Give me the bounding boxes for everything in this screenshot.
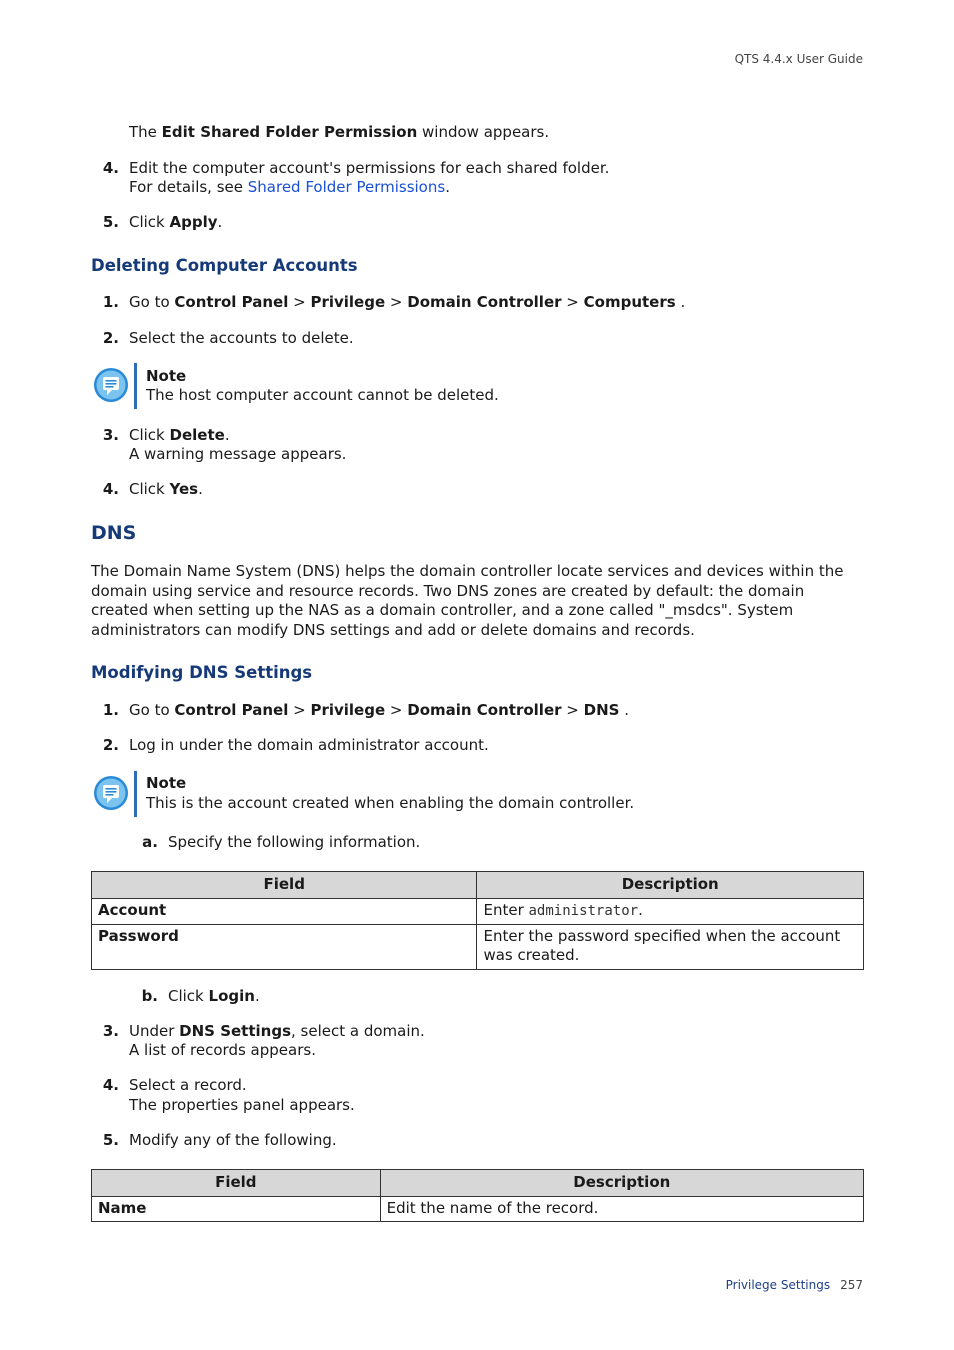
table-row — [92, 899, 864, 925]
step-text: Under DNS Settings, select a domain. — [129, 1022, 425, 1040]
table-row — [92, 1197, 864, 1222]
section-heading-dns: DNS — [91, 522, 137, 544]
step-text: Go to Control Panel > Privilege > Domain Controller > DNS . — [129, 701, 629, 719]
step-number: 1. — [102, 293, 119, 311]
footer-section: Privilege Settings — [725, 1278, 831, 1292]
dns-paragraph: The Domain Name System (DNS) helps the domain controller locate services and devices within the domain using service and resource records. Two DNS zones are created by default: the domain created when setting up the NAS as a domain controller, and a zone called "_msdcs". System administrators can modify DNS settings and add or delete domains and records. — [91, 562, 844, 639]
step-text: Go to Control Panel > Privilege > Domain Controller > Computers . — [129, 293, 686, 311]
substep-text: Click Login. — [168, 987, 260, 1005]
table-row — [92, 925, 864, 970]
table-cell-field: Name — [92, 1197, 381, 1222]
running-header: QTS 4.4.x User Guide — [734, 52, 863, 66]
step-text: Edit the computer account's permissions for each shared folder. — [129, 159, 610, 177]
step-detail: A warning message appears. — [129, 445, 347, 463]
note-icon — [94, 368, 128, 402]
note-text: This is the account created when enabling the domain controller. — [146, 794, 635, 812]
step-number: 2. — [102, 736, 119, 754]
step-number: 4. — [102, 1076, 119, 1094]
step-number: 2. — [102, 329, 119, 347]
step-text: Click Delete. — [129, 426, 230, 444]
step-detail: For details, see Shared Folder Permissions. — [129, 178, 450, 196]
step-text: Select the accounts to delete. — [129, 329, 354, 347]
step-text: Click Apply. — [129, 213, 223, 231]
note-icon — [94, 776, 128, 810]
table-header: Description — [477, 872, 864, 899]
table-header: Field — [92, 872, 477, 899]
step-text: Modify any of the following. — [129, 1131, 337, 1149]
table-cell-description: Enter administrator. — [477, 899, 864, 925]
section-heading-deleting: Deleting Computer Accounts — [91, 256, 358, 275]
step-number: 5. — [102, 1131, 119, 1149]
note-divider — [134, 771, 137, 817]
step-number: 4. — [102, 159, 119, 177]
shared-folder-permissions-link[interactable]: Shared Folder Permissions — [247, 178, 446, 196]
step-number: 3. — [102, 1022, 119, 1040]
step-number: 1. — [102, 701, 119, 719]
substep-letter: a. — [142, 833, 158, 851]
table-cell-field: Account — [92, 899, 477, 925]
running-footer — [726, 1276, 863, 1296]
note-title: Note — [146, 774, 187, 792]
step-detail: A list of records appears. — [129, 1041, 316, 1059]
step-text: Select a record. — [129, 1076, 247, 1094]
step-detail: The properties panel appears. — [129, 1096, 355, 1114]
section-heading-modifying: Modifying DNS Settings — [91, 663, 313, 682]
table-cell-field: Password — [92, 925, 477, 970]
step-number: 4. — [102, 480, 119, 498]
step-number: 3. — [102, 426, 119, 444]
table-header: Description — [380, 1170, 863, 1197]
note-divider — [134, 363, 137, 409]
note-title: Note — [146, 367, 187, 385]
table-header: Field — [92, 1170, 381, 1197]
table-cell-description: Edit the name of the record. — [380, 1197, 863, 1222]
step-number: 5. — [102, 213, 119, 231]
intro-text: The Edit Shared Folder Permission window appears. — [129, 123, 550, 141]
record-fields-table — [91, 1169, 864, 1222]
note-text: The host computer account cannot be deleted. — [146, 386, 499, 404]
step-text: Log in under the domain administrator account. — [129, 736, 489, 754]
page-number: 257 — [840, 1278, 863, 1292]
substep-letter: b. — [141, 987, 158, 1005]
step-text: Click Yes. — [129, 480, 203, 498]
table-cell-description: Enter the password specified when the account was created. — [477, 925, 864, 970]
substep-text: Specify the following information. — [168, 833, 421, 851]
login-fields-table — [91, 871, 864, 970]
